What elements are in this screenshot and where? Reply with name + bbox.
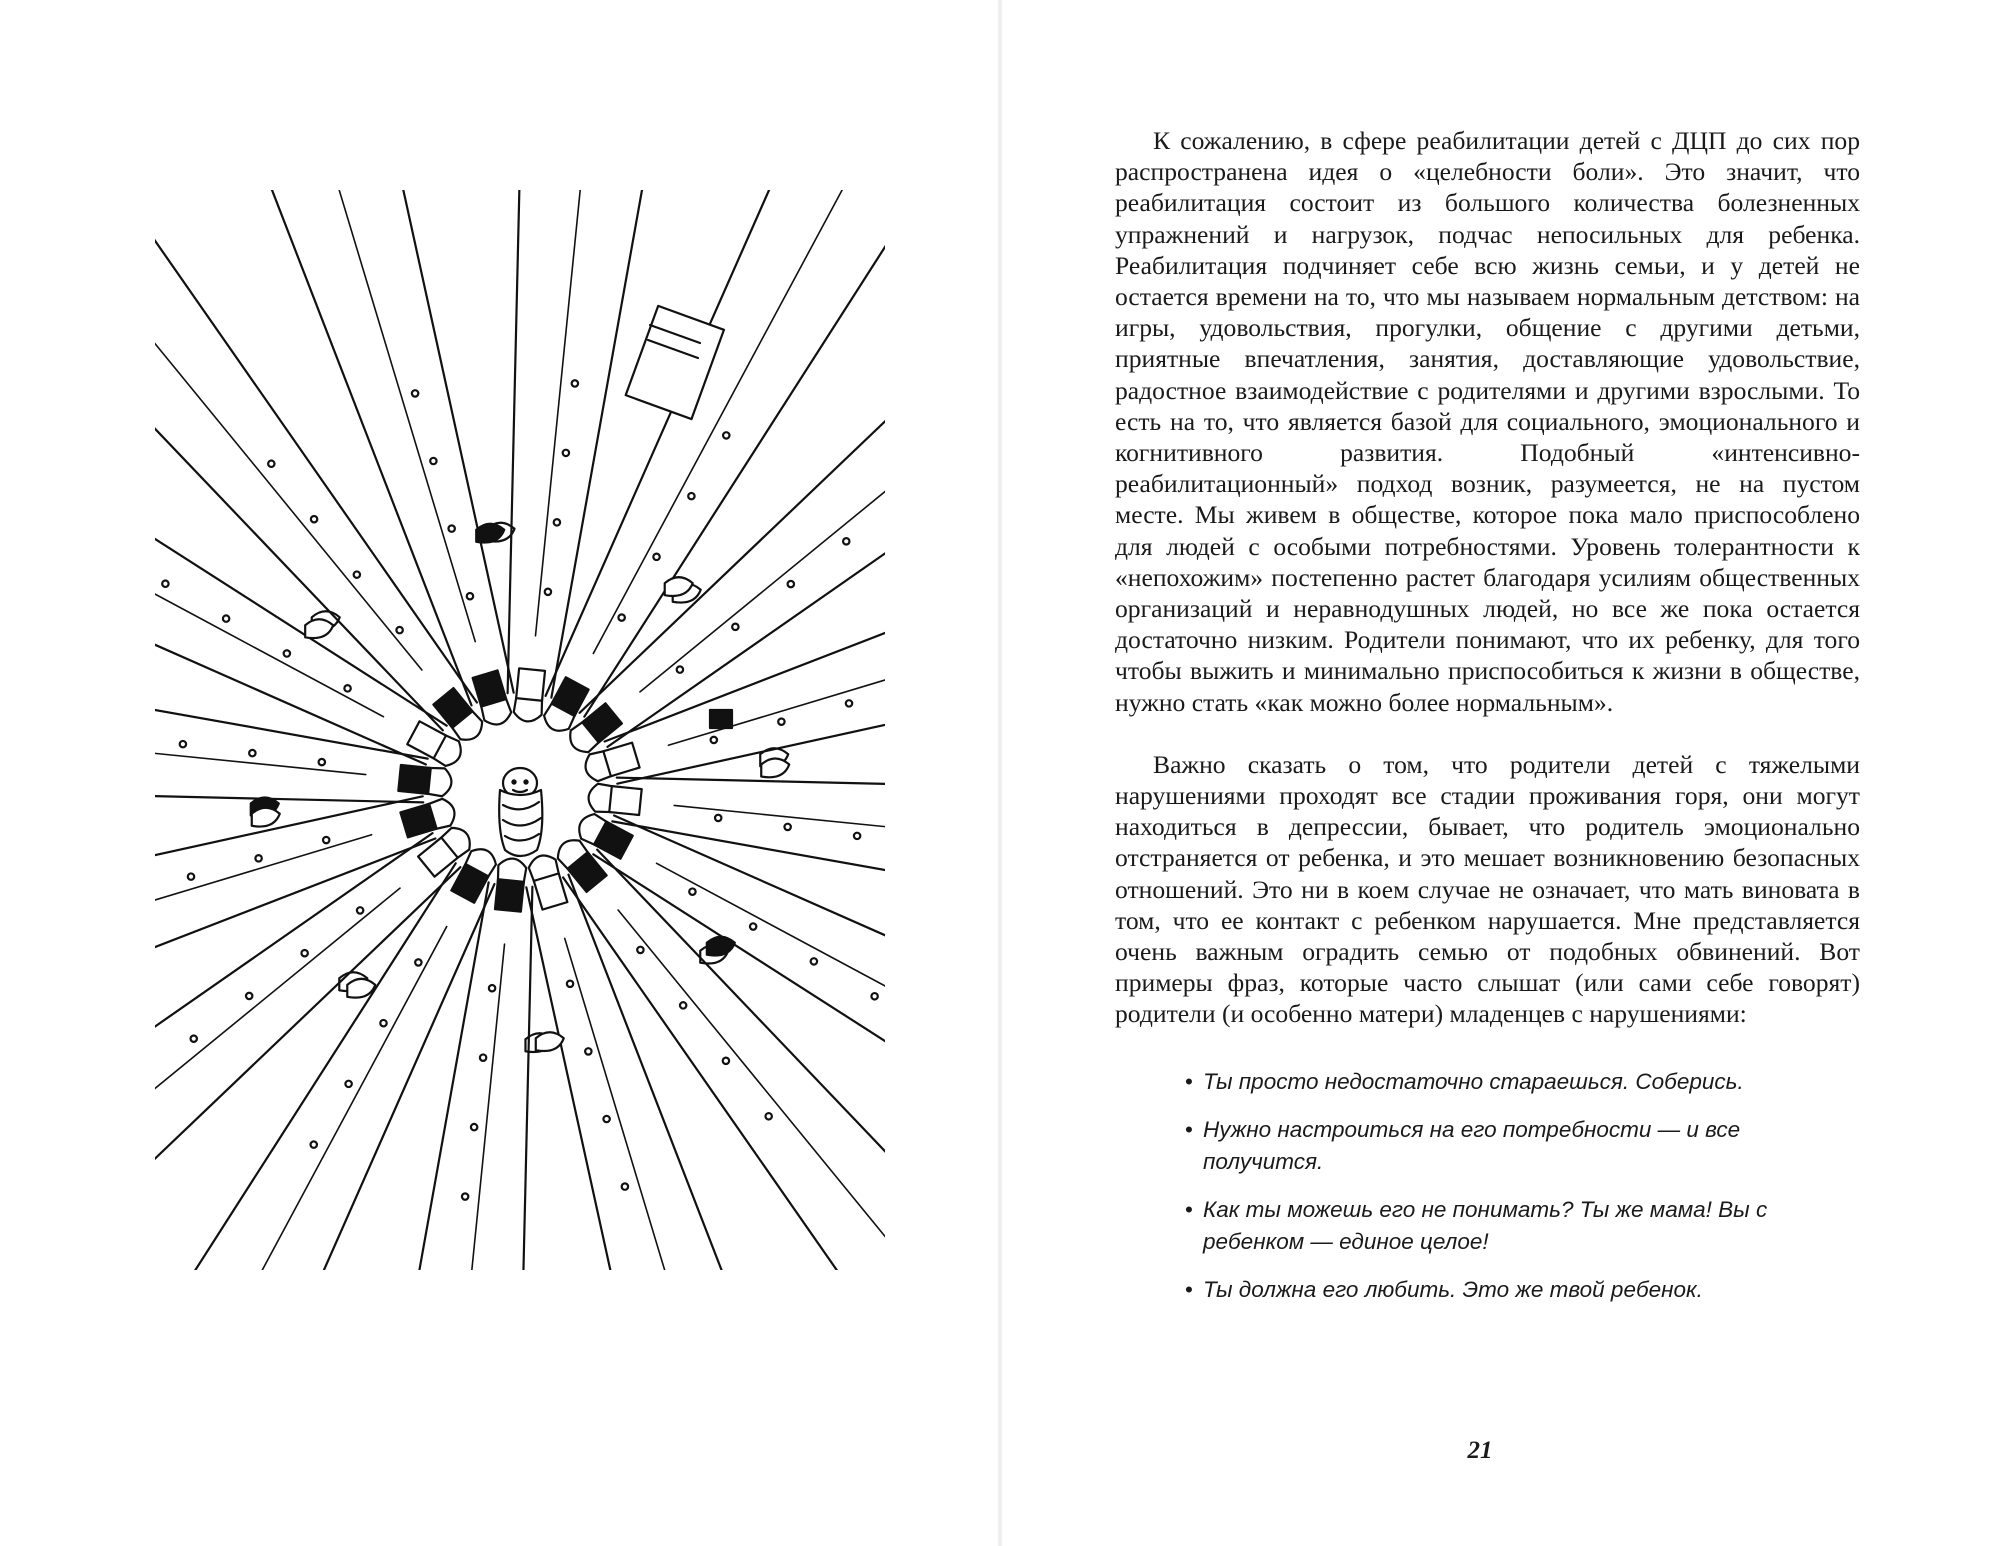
wristwatch-detail	[710, 710, 732, 728]
coat-figures	[155, 190, 885, 1270]
coat-figure	[155, 833, 460, 1270]
coat-figure	[155, 388, 447, 765]
bullet-icon: •	[1185, 1117, 1193, 1143]
quote-text: Ты должна его любить. Это же твой ребенок.	[1203, 1277, 1703, 1303]
bullet-icon: •	[1185, 1197, 1193, 1223]
coat-figure	[476, 190, 661, 698]
quote-text: Ты просто недостаточно стараешься. Соберись.	[1203, 1068, 1744, 1094]
coat-figure	[155, 648, 428, 826]
illustration-drawing	[155, 190, 885, 1270]
shoe	[494, 857, 527, 912]
text-column	[1115, 125, 1860, 1323]
coat-figure	[593, 816, 885, 1193]
quote-text: Нужно настроиться на его потребности — и все получится.	[1203, 1117, 1741, 1174]
quote-text: Как ты можешь его не понимать? Ты же мама! Вы с ребенком — единое целое!	[1203, 1197, 1768, 1254]
swaddled-baby	[499, 768, 542, 856]
quote-item	[1187, 1274, 1860, 1306]
coat-figure	[563, 850, 885, 1270]
coat-figure	[546, 190, 885, 717]
quote-item	[1187, 1194, 1860, 1257]
shoe	[513, 668, 546, 723]
doctors-circle-illustration	[155, 190, 885, 1270]
quote-list	[1115, 1066, 1860, 1306]
bullet-icon: •	[1185, 1277, 1193, 1303]
quote-item	[1187, 1066, 1860, 1098]
shoe	[587, 783, 642, 816]
page-number: 21	[1467, 1437, 1493, 1464]
book-gutter	[998, 0, 1002, 1546]
paragraph-2: Важно сказать о том, что родители детей с тяжелыми нарушениями проходят все стадии проживания горя, они могут находиться в депрессии, бывает, что родитель эмоционально отстраняется от ребенка, и это мешает возникновению безопасных отношений. Это ни в коем случае не означает, что мать виновата в том, что ее контакт с ребенком нарушается. Мне представляется очень важным оградить семью от подобных обвинений. Вот примеры фраз, которые часто слышат (или сами себе говорят) родители (и особенно матери) младенцев с нарушениями:	[1115, 749, 1860, 1029]
coat-figure	[155, 190, 477, 730]
coat-figure	[245, 190, 514, 705]
coat-figure	[155, 863, 494, 1270]
body-text	[1115, 125, 1860, 1030]
bullet-icon: •	[1185, 1068, 1193, 1094]
quote-item	[1187, 1114, 1860, 1177]
paragraph-1: К сожалению, в сфере реабилитации детей с ДЦП до сих пор распространена идея о «целебности боли». Это значит, что реабилитация состоит из большого количества болезненных упражнений и нагрузок, подчас непосильных для ребенка. Реабилитация подчиняет себе всю жизнь семьи, и у детей не остается времени на то, что мы называем нормальным детством: на игры, удовольствия, прогулки, общение с другими детьми, приятные впечатления, занятия, доставляющие удовольствие, радостное взаимодействие с родителями и другими взрослыми. То есть на то, что является базой для социального, эмоционального и когнитивного развития. Подобный «интенсивно-реабилитационный» подход возник, разумеется, не на пустом месте. Мы живем в обществе, которое пока мало приспособлено для людей с особыми потребностями. Уровень толерантности к «непохожим» постепенно растет благодаря усилиям общественных организаций и неравнодушных людей, но все же пока остается достаточно низким. Родители понимают, что их ребенку, для того чтобы выжить и минимально приспособиться к жизни в обществе, нужно стать «как можно более нормальным».	[1115, 126, 1860, 717]
coat-figure	[525, 875, 794, 1270]
shoe	[398, 764, 453, 797]
